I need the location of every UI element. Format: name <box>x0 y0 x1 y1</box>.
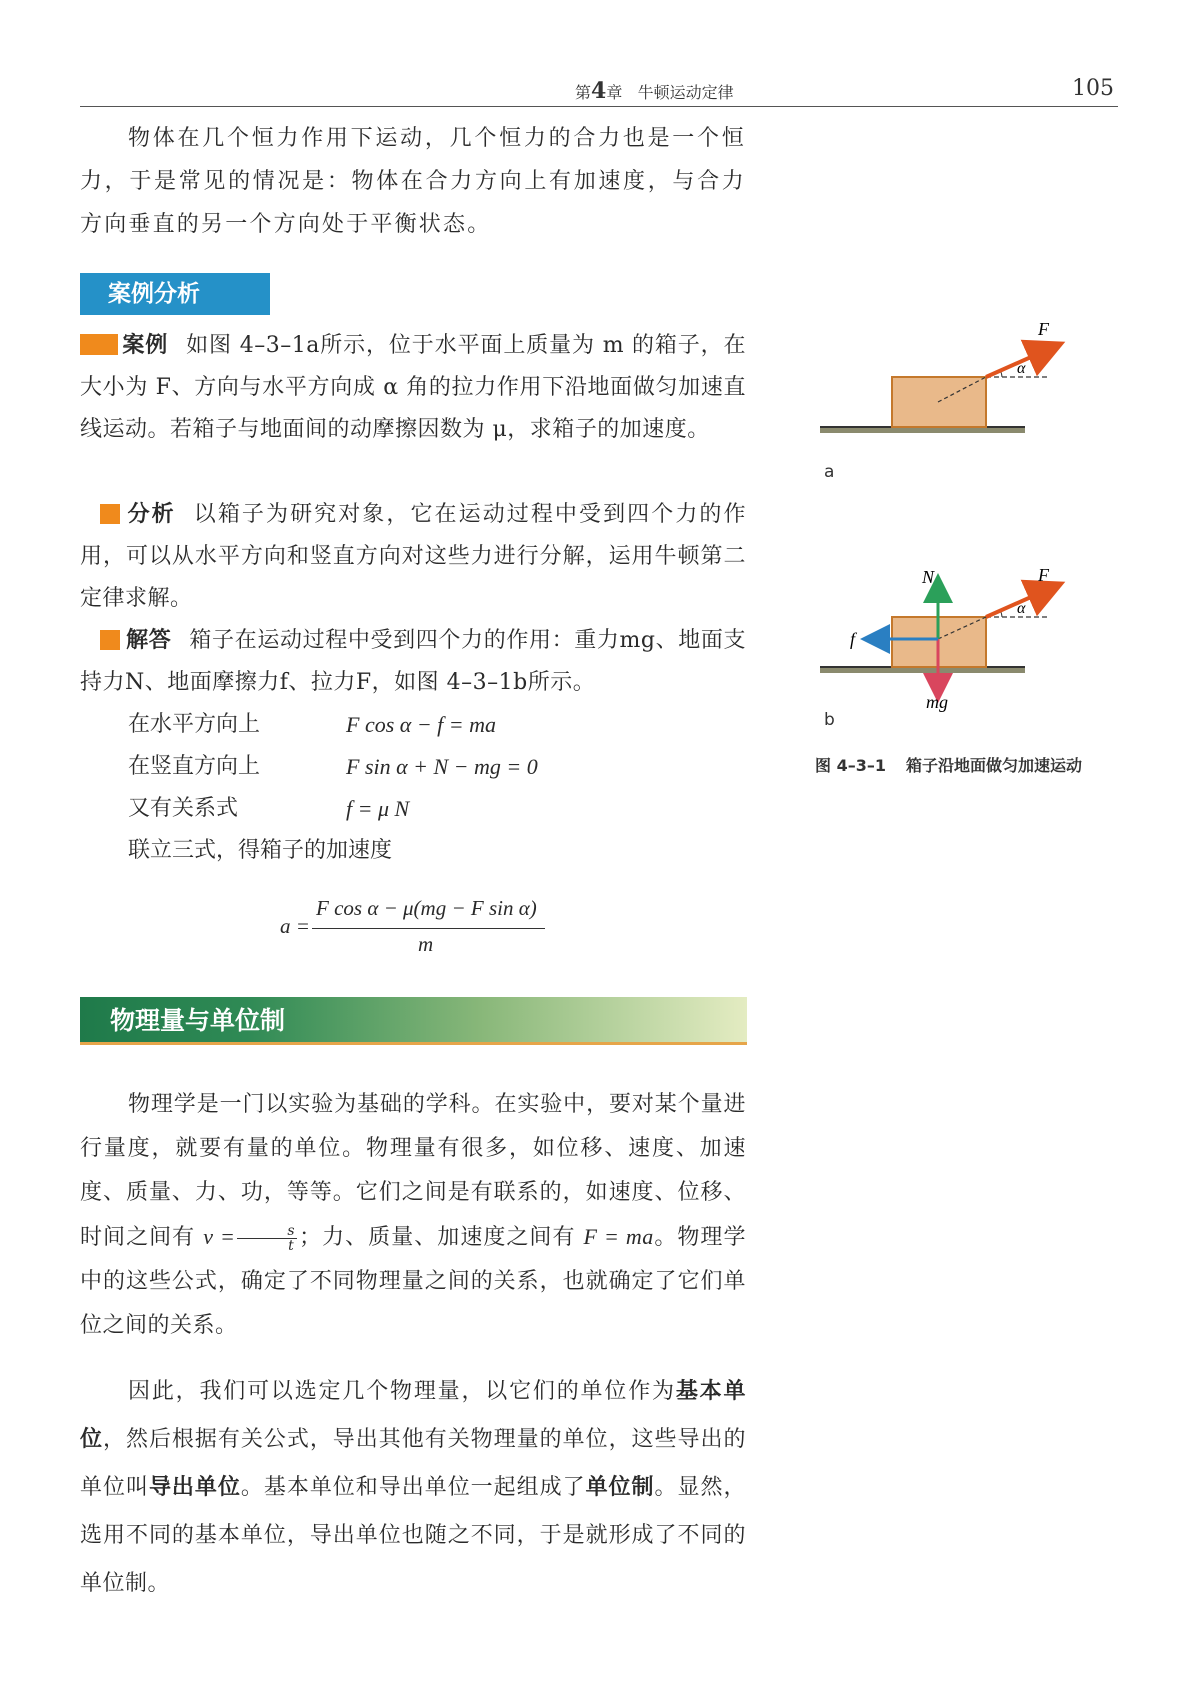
caption-text: 箱子沿地面做匀加速运动 <box>905 756 1082 775</box>
fraction-t: t <box>288 1237 295 1254</box>
figure-b-diagram <box>820 565 1070 715</box>
figure-a-diagram <box>820 315 1070 445</box>
analysis-text: 以箱子为研究对象，它在运动过程中受到四个力的作用，可以从水平方向和竖直方向对这些力进行分解，运用牛顿第二定律求解。 <box>80 502 746 611</box>
label-N: N <box>922 567 935 587</box>
orange-marker <box>100 504 120 524</box>
chapter-number: 4 <box>591 78 607 104</box>
chapter-header <box>575 78 734 104</box>
equation: F cos α − f = ma <box>346 712 497 737</box>
chapter-prefix: 第 <box>575 83 592 102</box>
intro-paragraph: 物体在几个恒力作用下运动，几个恒力的合力也是一个恒力，于是常见的情况是：物体在合力方向上有加速度，与合力方向垂直的另一个方向处于平衡状态。 <box>80 126 746 237</box>
label-f: f <box>850 629 856 649</box>
term-derived-unit: 导出单位 <box>148 1475 241 1500</box>
answer-paragraph <box>80 620 746 704</box>
analysis-label: 分析 <box>126 502 176 527</box>
fraction-s: s <box>237 1224 297 1239</box>
case-section-title: 案例分析 <box>80 273 270 315</box>
orange-marker <box>80 334 118 355</box>
conclusion-text: 联立三式，得箱子的加速度 <box>128 838 393 863</box>
label-F: F <box>1038 319 1049 339</box>
label-mg: mg <box>926 692 948 712</box>
figure-b-label: b <box>824 710 835 730</box>
formula-fma: F = ma <box>583 1224 654 1249</box>
page-number: 105 <box>1072 76 1114 101</box>
result-lhs: a = <box>280 914 310 938</box>
equation-label: 又有关系式 <box>128 796 239 821</box>
equation: F sin α + N − mg = 0 <box>346 754 538 779</box>
term-basic-unit: 基本单位 <box>80 1379 746 1452</box>
answer-text: 箱子在运动过程中受到四个力的作用：重力mg、地面支持力N、地面摩擦力f、拉力F，如图 4–3–1b所示。 <box>80 628 746 695</box>
chapter-title: 牛顿运动定律 <box>637 83 734 102</box>
units-p2-text: 。基本单位和导出单位一起组成了 <box>240 1475 586 1500</box>
formula-v: v = <box>203 1224 236 1249</box>
equation: f = μ N <box>346 796 410 821</box>
header-rule <box>80 106 1118 107</box>
case-text: 如图 4–3–1a所示，位于水平面上质量为 m 的箱子，在大小为 F、方向与水平方向成 α 角的拉力作用下沿地面做匀加速直线运动。若箱子与地面间的动摩擦因数为 μ，求箱子的加速度。 <box>80 333 746 442</box>
units-p2-text: 。显然，选用不同的基本单位，导出单位也随之不同，于是就形成了不同的单位制。 <box>80 1475 746 1596</box>
case-paragraph <box>80 325 746 451</box>
units-paragraph-2 <box>80 1368 746 1608</box>
fraction-s-over-t <box>237 1224 297 1253</box>
figure-a-label: a <box>824 462 835 482</box>
case-label: 案例 <box>122 333 169 358</box>
answer-label: 解答 <box>126 628 172 653</box>
units-p1-text: 。物理学中的这些公式，确定了不同物理量之间的关系，也就确定了它们单位之间的关系。 <box>80 1225 746 1338</box>
caption-number: 图 4–3–1 <box>815 756 886 775</box>
label-alpha: α <box>1017 600 1026 617</box>
units-p2-text: 因此，我们可以选定几个物理量，以它们的单位作为 <box>128 1379 676 1404</box>
label-alpha: α <box>1017 360 1026 377</box>
orange-marker <box>100 630 120 650</box>
equation-label: 在水平方向上 <box>128 712 261 737</box>
analysis-paragraph <box>80 494 746 620</box>
result-denominator: m <box>418 932 434 956</box>
units-section-title: 物理量与单位制 <box>80 997 747 1045</box>
equation-label: 在竖直方向上 <box>128 754 261 779</box>
units-p1-text: ；力、质量、加速度之间有 <box>299 1225 576 1250</box>
units-p1-text: 物理学是一门以实验为基础的学科。在实验中，要对某个量进行量度，就要有量的单位。物理量有很多，如位移、速度、加速度、质量、力、功，等等。它们之间是有联系的，如速度、位移、时间之间有 <box>80 1092 746 1250</box>
fraction-bar <box>312 928 545 929</box>
term-unit-system: 单位制 <box>585 1475 655 1500</box>
units-p2-text: ，然后根据有关公式，导出其他有关物理量的单位，这些导出的单位叫 <box>80 1427 746 1500</box>
label-F: F <box>1038 565 1049 585</box>
figure-caption <box>815 753 1082 776</box>
result-numerator: F cos α − μ(mg − F sin α) <box>316 896 537 920</box>
chapter-suffix: 章 <box>606 83 623 102</box>
units-paragraph-1 <box>80 1083 746 1348</box>
